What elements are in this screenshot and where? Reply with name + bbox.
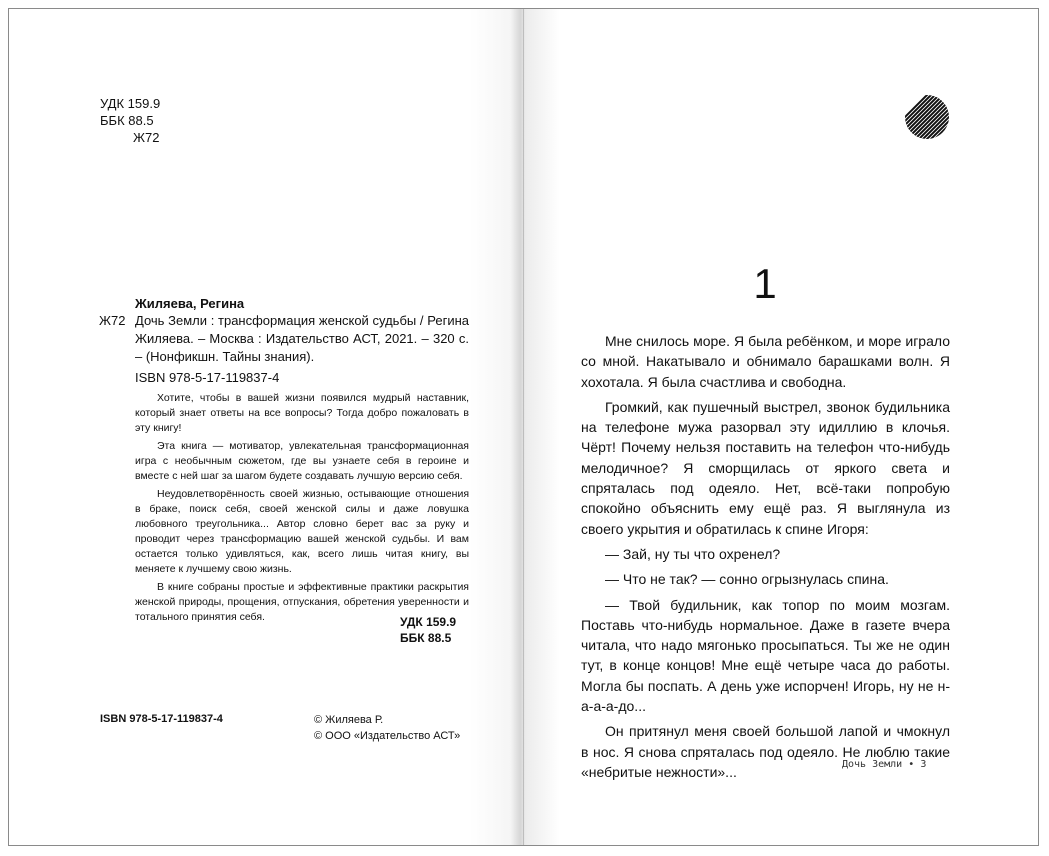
chapter-number: 1 xyxy=(753,260,777,307)
dialogue-line: — Что не так? — сонно огрызнулась спина. xyxy=(605,571,889,588)
catalog-card xyxy=(99,295,469,628)
footer-book-title: Дочь Земли xyxy=(842,759,903,770)
copyright-author: © Жиляева Р. xyxy=(314,714,384,726)
annotation-paragraph: В книге собраны простые и эффективные практики раскрытия женской природы, прощения, отпускания, обретения уверенности и тотального принятия себя. xyxy=(135,581,469,623)
udk-code: УДК 159.9 xyxy=(100,96,161,111)
chapter-paragraph: Он притянул меня своей большой лапой и чмокнул в нос. Я снова спряталась под одеяло. Не люблю такие «небритые нежности»... xyxy=(581,723,950,780)
udk-code-bottom: УДК 159.9 xyxy=(400,615,457,629)
bbk-code-bottom: ББК 88.5 xyxy=(400,631,452,645)
hatched-circle-icon xyxy=(904,94,950,140)
copyright-publisher: © ООО «Издательство АСТ» xyxy=(314,730,461,742)
author-sign: Ж72 xyxy=(133,130,160,145)
card-author: Жиляева, Регина xyxy=(135,296,245,311)
bbk-code: ББК 88.5 xyxy=(100,113,154,128)
spine-line xyxy=(523,9,524,845)
card-code: Ж72 xyxy=(99,313,126,328)
dialogue-line: — Зай, ну ты что охренел? xyxy=(605,545,781,562)
chapter-paragraph: Громкий, как пушечный выстрел, звонок будильника на телефоне мужа разорвал эту идиллию в клочья. Чёрт! Почему нельзя поставить на телефон что-нибудь мелодичное? Я сморщилась от яркого света и спряталась под одеяло. Нет, всё-таки попробую спокойно объяснить ему ещё раз. Я выглянула из своего укрытия и обратилась к спине Игоря: xyxy=(581,398,950,537)
chapter-paragraph: Мне снилось море. Я была ребёнком, и море играло со мной. Накатывало и обнимало барашками волн. Я хохотала. Я была счастлива и свободна. xyxy=(581,333,950,390)
running-footer xyxy=(842,759,926,770)
card-description-block xyxy=(99,312,469,366)
udk-header xyxy=(100,95,160,146)
copyright-block xyxy=(314,712,460,744)
isbn-bottom: ISBN 978-5-17-119837-4 xyxy=(100,713,223,725)
book-gutter xyxy=(470,9,560,845)
page-number: 3 xyxy=(920,759,927,770)
card-isbn: ISBN 978-5-17-119837-4 xyxy=(135,370,280,385)
dialogue-line: — Твой будильник, как топор по моим мозгам. Поставь что-нибудь нормальное. Даже в газете вчера читала, что надо мягонько просыпаться. Ты же не один тут, в конце концов! Мне ещё четыре часа до работы. Могла бы поспать. А день уже испорчен! Игорь, ну не н-а-а-а-до... xyxy=(581,596,950,715)
annotation-paragraph: Хотите, чтобы в вашей жизни появился мудрый наставник, который знает ответы на все вопросы? Тогда добро пожаловать в эту книгу! xyxy=(135,392,469,434)
chapter-text xyxy=(581,331,950,782)
annotation-paragraph: Неудовлетворённость своей жизнью, остывающие отношения в браке, поиск себя, своей женской силы и даже ловушка любовного треугольника... Автор словно берет вас за руку и проводит через трансформацию вашей женской судьбы. И вам остается только удивляться, как, всего лишь читая книгу, вы меняете к лучшему свою жизнь. xyxy=(135,488,469,575)
card-description: Дочь Земли : трансформация женской судьбы / Регина Жиляева. – Москва : Издательство АСТ, 2021. – 320 с. – (Нонфикшн. Тайны знания). xyxy=(135,313,469,364)
annotation-paragraph: Эта книга — мотиватор, увлекательная трансформационная игра с необычным сюжетом, где вы узнаете себя в героине и вместе с ней шаг за шагом будете создавать лучшую версию себя. xyxy=(135,440,469,482)
udk-footer xyxy=(400,614,456,646)
annotation xyxy=(135,391,469,625)
footer-bullet: • xyxy=(908,759,915,770)
